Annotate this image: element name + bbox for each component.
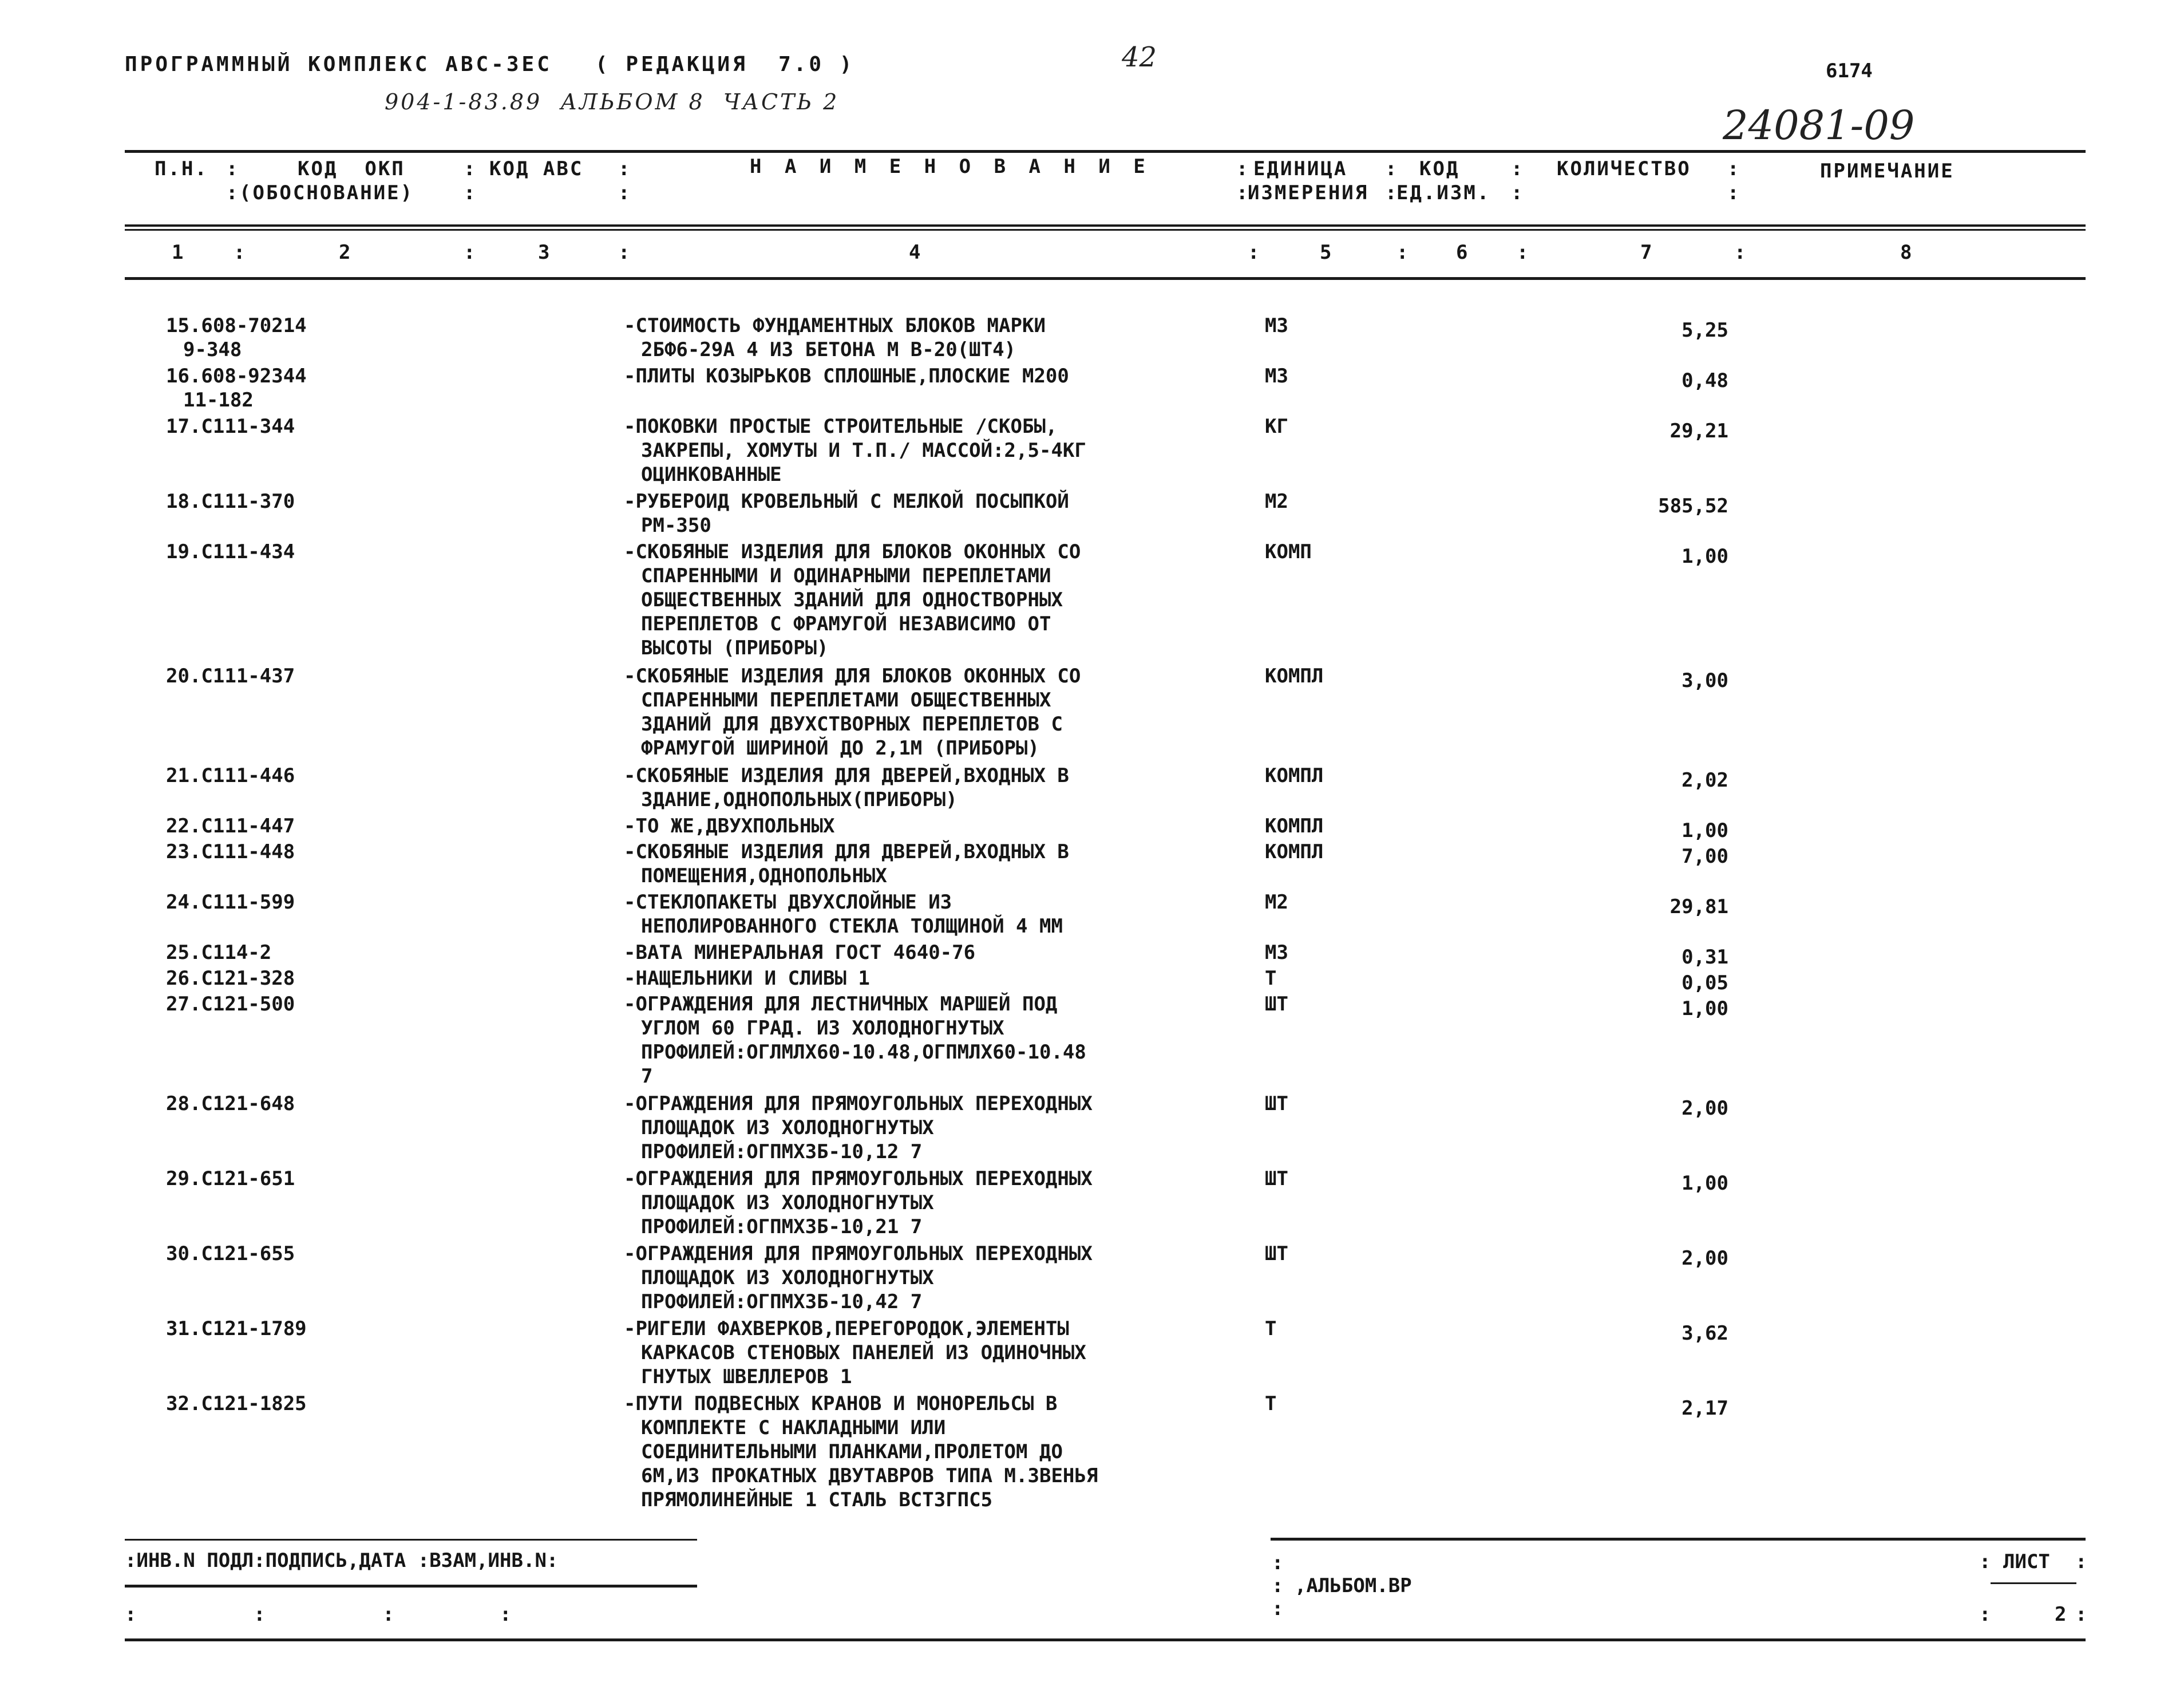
row-unit: ШТ bbox=[1265, 1167, 1288, 1190]
row-name-line: ЗАКРЕПЫ, ХОМУТЫ И Т.П./ МАССОЙ:2,5-4КГ bbox=[641, 439, 1086, 462]
header-rule bbox=[125, 224, 2086, 227]
row-code bbox=[166, 814, 624, 838]
row-name-line: СПАРЕННЫМИ И ОДИНАРНЫМИ ПЕРЕПЛЕТАМИ bbox=[641, 564, 1051, 587]
row-quantity: 29,81 bbox=[1669, 895, 1728, 918]
row-name-line: -РУБЕРОИД КРОВЕЛЬНЫЙ С МЕЛКОЙ ПОСЫПКОЙ bbox=[624, 490, 1069, 513]
row-name-line: ЗДАНИЕ,ОДНОПОЛЬНЫХ(ПРИБОРЫ) bbox=[641, 788, 958, 811]
col-sep: : bbox=[1727, 181, 1741, 204]
row-name-line: НЕПОЛИРОВАННОГО СТЕКЛА ТОЛЩИНОЙ 4 ММ bbox=[641, 915, 1063, 938]
row-code-line: 26.С121-328 bbox=[166, 967, 295, 990]
col-sep: : bbox=[1385, 181, 1399, 204]
col-sep: : bbox=[1236, 181, 1250, 204]
row-quantity: 3,00 bbox=[1681, 669, 1728, 692]
row-name bbox=[624, 840, 1253, 888]
row-code-line: 24.С111-599 bbox=[166, 891, 295, 914]
row-name-line: -ОГРАЖДЕНИЯ ДЛЯ ПРЯМОУГОЛЬНЫХ ПЕРЕХОДНЫХ bbox=[624, 1092, 1093, 1115]
col-sep: : bbox=[1511, 181, 1525, 204]
row-name-line: -РИГЕЛИ ФАХВЕРКОВ,ПЕРЕГОРОДОК,ЭЛЕМЕНТЫ bbox=[624, 1317, 1069, 1340]
row-name-line: -СКОБЯНЫЕ ИЗДЕЛИЯ ДЛЯ БЛОКОВ ОКОННЫХ СО bbox=[624, 540, 1081, 563]
col-number-2: 2 bbox=[339, 241, 353, 264]
row-unit: ШТ bbox=[1265, 1242, 1288, 1265]
col-number-3: 3 bbox=[538, 241, 552, 264]
row-name-line: -ТО ЖЕ,ДВУХПОЛЬНЫХ bbox=[624, 815, 835, 838]
page-number: 42 bbox=[1122, 41, 1157, 73]
row-quantity: 3,62 bbox=[1681, 1322, 1728, 1345]
row-name-line: ЗДАНИЙ ДЛЯ ДВУХСТВОРНЫХ ПЕРЕПЛЕТОВ С bbox=[641, 713, 1063, 736]
row-unit: Т bbox=[1265, 1392, 1277, 1415]
col-header-note: ПРИМЕЧАНИЕ bbox=[1820, 160, 1954, 183]
col-sep: : bbox=[1511, 157, 1525, 180]
program-title: ПРОГРАММНЫЙ КОМПЛЕКС АВС-3ЕС bbox=[125, 53, 552, 76]
col-number-4: 4 bbox=[909, 241, 923, 264]
row-name-line: УГЛОМ 60 ГРАД. ИЗ ХОЛОДНОГНУТЫХ bbox=[641, 1017, 1004, 1040]
col-number-8: 8 bbox=[1900, 241, 1914, 264]
row-name-line: -СТОИМОСТЬ ФУНДАМЕНТНЫХ БЛОКОВ МАРКИ bbox=[624, 314, 1046, 337]
row-unit: КОМПЛ bbox=[1265, 665, 1324, 688]
sheet-code: 6174 bbox=[1826, 60, 1873, 82]
row-name-line: ПРОФИЛЕЙ:ОГПМХ3Б-10,21 7 bbox=[641, 1215, 923, 1238]
row-name-line: ФРАМУГОЙ ШИРИНОЙ ДО 2,1М (ПРИБОРЫ) bbox=[641, 737, 1039, 760]
row-code-line: 20.С111-437 bbox=[166, 665, 295, 688]
row-code bbox=[166, 890, 624, 914]
col-sep: : bbox=[1979, 1550, 1991, 1573]
row-name-line: ПРОФИЛЕЙ:ОГЛМЛХ60-10.48,ОГПМЛХ60-10.48 bbox=[641, 1041, 1086, 1064]
col-sep: : bbox=[464, 157, 477, 180]
col-header-unitcode: КОД bbox=[1419, 157, 1460, 180]
row-code-line: 29.С121-651 bbox=[166, 1167, 295, 1190]
row-name bbox=[624, 1092, 1253, 1164]
col-number-6: 6 bbox=[1456, 241, 1470, 264]
row-code bbox=[166, 1242, 624, 1266]
row-name bbox=[624, 890, 1253, 938]
row-unit: М2 bbox=[1265, 891, 1288, 914]
col-sep: : bbox=[1272, 1551, 1284, 1574]
row-code bbox=[166, 941, 624, 965]
row-name-line: ПЛОЩАДОК ИЗ ХОЛОДНОГНУТЫХ bbox=[641, 1116, 934, 1139]
row-quantity: 1,00 bbox=[1681, 997, 1728, 1020]
row-unit: КГ bbox=[1265, 415, 1288, 438]
col-sep: : bbox=[464, 241, 477, 264]
row-code bbox=[166, 992, 624, 1016]
row-code-line: 22.С111-447 bbox=[166, 815, 295, 838]
row-name bbox=[624, 1167, 1253, 1239]
row-code-line: 31.С121-1789 bbox=[166, 1317, 307, 1340]
row-code bbox=[166, 414, 624, 439]
col-number-7: 7 bbox=[1640, 241, 1654, 264]
row-name-line: КОМПЛЕКТЕ С НАКЛАДНЫМИ ИЛИ bbox=[641, 1416, 946, 1439]
row-unit: М3 bbox=[1265, 941, 1288, 964]
row-quantity: 1,00 bbox=[1681, 1172, 1728, 1195]
row-quantity: 1,00 bbox=[1681, 545, 1728, 568]
row-quantity: 7,00 bbox=[1681, 845, 1728, 868]
row-name-line: -ОГРАЖДЕНИЯ ДЛЯ ПРЯМОУГОЛЬНЫХ ПЕРЕХОДНЫХ bbox=[624, 1167, 1093, 1190]
col-sep: : bbox=[1272, 1597, 1284, 1620]
row-name-line: -СКОБЯНЫЕ ИЗДЕЛИЯ ДЛЯ БЛОКОВ ОКОННЫХ СО bbox=[624, 665, 1081, 688]
row-name-line: КАРКАСОВ СТЕНОВЫХ ПАНЕЛЕЙ ИЗ ОДИНОЧНЫХ bbox=[641, 1341, 1086, 1364]
table-top-rule bbox=[125, 150, 2086, 153]
row-quantity: 0,31 bbox=[1681, 946, 1728, 969]
col-number-5: 5 bbox=[1320, 241, 1334, 264]
row-quantity: 5,25 bbox=[1681, 319, 1728, 342]
col-sep: : bbox=[226, 157, 240, 180]
row-unit: КОМПЛ bbox=[1265, 764, 1324, 787]
row-name-line: -СКОБЯНЫЕ ИЗДЕЛИЯ ДЛЯ ДВЕРЕЙ,ВХОДНЫХ В bbox=[624, 764, 1069, 787]
col-header-okp: КОД ОКП bbox=[298, 157, 405, 180]
row-unit: Т bbox=[1265, 967, 1277, 990]
row-code bbox=[166, 364, 624, 412]
row-name-line: -ПУТИ ПОДВЕСНЫХ КРАНОВ И МОНОРЕЛЬСЫ В bbox=[624, 1392, 1058, 1415]
row-name bbox=[624, 764, 1253, 812]
footer-inventory-label: :ИНВ.N ПОДЛ:ПОДПИСЬ,ДАТА :ВЗАМ,ИНВ.N: bbox=[125, 1549, 559, 1572]
row-quantity: 29,21 bbox=[1669, 420, 1728, 443]
row-unit: КОМП bbox=[1265, 540, 1312, 563]
col-sep: : bbox=[226, 181, 240, 204]
row-quantity: 2,00 bbox=[1681, 1097, 1728, 1120]
row-name bbox=[624, 314, 1253, 362]
row-code bbox=[166, 489, 624, 514]
row-code bbox=[166, 1167, 624, 1191]
row-quantity: 0,48 bbox=[1681, 369, 1728, 392]
row-quantity: 2,17 bbox=[1681, 1397, 1728, 1420]
col-sep: : bbox=[234, 241, 247, 264]
row-name bbox=[624, 941, 1253, 965]
row-code-line: 16.608-92344 bbox=[166, 365, 307, 388]
row-name bbox=[624, 540, 1253, 660]
col-number-1: 1 bbox=[172, 241, 185, 264]
row-code-line: 27.С121-500 bbox=[166, 993, 295, 1016]
row-code bbox=[166, 1317, 624, 1341]
row-name bbox=[624, 814, 1253, 838]
col-sep: : bbox=[1396, 241, 1410, 264]
row-name-line: 2БФ6-29А 4 ИЗ БЕТОНА М В-20(ШТ4) bbox=[641, 338, 1016, 361]
row-name bbox=[624, 489, 1253, 538]
row-quantity: 1,00 bbox=[1681, 819, 1728, 842]
row-code bbox=[166, 664, 624, 688]
row-name-line: ПРЯМОЛИНЕЙНЫЕ 1 СТАЛЬ ВСТ3ГПС5 bbox=[641, 1488, 993, 1511]
row-name-line: 6М,ИЗ ПРОКАТНЫХ ДВУТАВРОВ ТИПА М.ЗВЕНЬЯ bbox=[641, 1464, 1098, 1487]
row-name-line: ПРОФИЛЕЙ:ОГПМХ3Б-10,42 7 bbox=[641, 1290, 923, 1313]
row-name-line: -ПЛИТЫ КОЗЫРЬКОВ СПЛОШНЫЕ,ПЛОСКИЕ М200 bbox=[624, 365, 1069, 388]
row-name bbox=[624, 966, 1253, 990]
row-name-line: ПЛОЩАДОК ИЗ ХОЛОДНОГНУТЫХ bbox=[641, 1266, 934, 1289]
row-code-line: 15.608-70214 bbox=[166, 314, 307, 337]
col-sep: : bbox=[618, 181, 632, 204]
row-name-line: СПАРЕННЫМИ ПЕРЕПЛЕТАМИ ОБЩЕСТВЕННЫХ bbox=[641, 689, 1051, 712]
numbers-rule bbox=[125, 277, 2086, 280]
row-name bbox=[624, 1317, 1253, 1389]
footer-rule-right bbox=[1271, 1538, 2086, 1541]
footer-sheet-label: ЛИСТ bbox=[2003, 1550, 2050, 1573]
row-code-line: 11-182 bbox=[183, 389, 254, 412]
col-header-abc: КОД АВС bbox=[489, 157, 584, 180]
row-name-line: -НАЩЕЛЬНИКИ И СЛИВЫ 1 bbox=[624, 967, 870, 990]
row-code-line: 9-348 bbox=[183, 338, 242, 361]
row-name bbox=[624, 664, 1253, 760]
row-name-line: 7 bbox=[641, 1065, 653, 1088]
handwritten-stamp: 24081-09 bbox=[1723, 102, 1915, 149]
row-code-line: 28.С121-648 bbox=[166, 1092, 295, 1115]
row-code-line: 21.С111-446 bbox=[166, 764, 295, 787]
row-name bbox=[624, 1392, 1253, 1512]
row-quantity: 585,52 bbox=[1658, 495, 1728, 518]
col-sep: : bbox=[618, 241, 632, 264]
row-name-line: РМ-350 bbox=[641, 514, 711, 537]
row-name-line: -ОГРАЖДЕНИЯ ДЛЯ ПРЯМОУГОЛЬНЫХ ПЕРЕХОДНЫХ bbox=[624, 1242, 1093, 1265]
col-sep: : bbox=[2075, 1603, 2087, 1626]
sheet-box-rule bbox=[1991, 1582, 2076, 1584]
row-unit: М3 bbox=[1265, 365, 1288, 388]
footer-album: ,АЛЬБОМ.ВР bbox=[1295, 1574, 1412, 1597]
col-sep: : bbox=[1236, 157, 1250, 180]
col-header-pn: П.Н. bbox=[155, 157, 208, 180]
row-unit: Т bbox=[1265, 1317, 1277, 1340]
col-sep: : bbox=[1517, 241, 1530, 264]
row-name-line: -СКОБЯНЫЕ ИЗДЕЛИЯ ДЛЯ ДВЕРЕЙ,ВХОДНЫХ В bbox=[624, 840, 1069, 863]
col-sep: : bbox=[618, 157, 632, 180]
row-name-line: ПЛОЩАДОК ИЗ ХОЛОДНОГНУТЫХ bbox=[641, 1191, 934, 1214]
row-code bbox=[166, 966, 624, 990]
row-unit: ШТ bbox=[1265, 993, 1288, 1016]
col-sep: : bbox=[1248, 241, 1261, 264]
row-code bbox=[166, 314, 624, 362]
table-bottom-rule bbox=[125, 1638, 2086, 1641]
row-name bbox=[624, 1242, 1253, 1314]
row-quantity: 0,05 bbox=[1681, 972, 1728, 994]
col-header-name: Н А И М Е Н О В А Н И Е bbox=[750, 155, 1151, 178]
row-quantity: 2,00 bbox=[1681, 1247, 1728, 1270]
row-name bbox=[624, 414, 1253, 487]
row-code-line: 32.С121-1825 bbox=[166, 1392, 307, 1415]
row-name bbox=[624, 992, 1253, 1088]
row-name-line: -ПОКОВКИ ПРОСТЫЕ СТРОИТЕЛЬНЫЕ /СКОБЫ, bbox=[624, 415, 1058, 438]
footer-sheet-number: 2 bbox=[2055, 1603, 2067, 1626]
handwritten-reference: 904-1-83.89 АЛЬБОМ 8 ЧАСТЬ 2 bbox=[385, 89, 840, 114]
row-unit: КОМПЛ bbox=[1265, 840, 1324, 863]
row-code bbox=[166, 540, 624, 564]
row-code-line: 23.С111-448 bbox=[166, 840, 295, 863]
row-name-line: ОЦИНКОВАННЫЕ bbox=[641, 463, 782, 486]
row-unit: М2 bbox=[1265, 490, 1288, 513]
row-code bbox=[166, 840, 624, 864]
row-name-line: ПЕРЕПЛЕТОВ С ФРАМУГОЙ НЕЗАВИСИМО ОТ bbox=[641, 613, 1051, 635]
row-code bbox=[166, 1092, 624, 1116]
row-code bbox=[166, 764, 624, 788]
col-header-unit: ЕДИНИЦА bbox=[1253, 157, 1348, 180]
row-name-line: -ОГРАЖДЕНИЯ ДЛЯ ЛЕСТНИЧНЫХ МАРШЕЙ ПОД bbox=[624, 993, 1058, 1016]
row-quantity: 2,02 bbox=[1681, 769, 1728, 792]
row-name-line: ОБЩЕСТВЕННЫХ ЗДАНИЙ ДЛЯ ОДНОСТВОРНЫХ bbox=[641, 589, 1063, 611]
row-code bbox=[166, 1392, 624, 1416]
footer-rule-mid bbox=[125, 1585, 697, 1588]
row-name-line: ВЫСОТЫ (ПРИБОРЫ) bbox=[641, 637, 829, 660]
col-sep: : bbox=[1979, 1603, 1991, 1626]
row-unit: ШТ bbox=[1265, 1092, 1288, 1115]
row-name-line: ПРОФИЛЕЙ:ОГПМХ3Б-10,12 7 bbox=[641, 1140, 923, 1163]
row-name-line: СОЕДИНИТЕЛЬНЫМИ ПЛАНКАМИ,ПРОЛЕТОМ ДО bbox=[641, 1440, 1063, 1463]
col-header-okp-basis: (ОБОСНОВАНИЕ) bbox=[239, 181, 414, 204]
row-code-line: 17.С111-344 bbox=[166, 415, 295, 438]
edition-label: ( РЕДАКЦИЯ 7.0 ) bbox=[595, 53, 855, 76]
col-sep: : bbox=[2075, 1550, 2087, 1573]
row-code-line: 18.С111-370 bbox=[166, 490, 295, 513]
footer-inventory-cells: : : : : bbox=[125, 1603, 512, 1626]
row-name bbox=[624, 364, 1253, 388]
row-unit: КОМПЛ bbox=[1265, 815, 1324, 838]
col-sep: : bbox=[464, 181, 477, 204]
col-sep: : bbox=[1272, 1574, 1284, 1597]
row-code-line: 25.С114-2 bbox=[166, 941, 272, 964]
row-name-line: -ВАТА МИНЕРАЛЬНАЯ ГОСТ 4640-76 bbox=[624, 941, 976, 964]
col-header-unit-measure: ИЗМЕРЕНИЯ bbox=[1248, 181, 1369, 204]
col-sep: : bbox=[1727, 157, 1741, 180]
row-code-line: 19.С111-434 bbox=[166, 540, 295, 563]
col-header-qty: КОЛИЧЕСТВО bbox=[1557, 157, 1691, 180]
row-name-line: -СТЕКЛОПАКЕТЫ ДВУХСЛОЙНЫЕ ИЗ bbox=[624, 891, 952, 914]
row-code-line: 30.С121-655 bbox=[166, 1242, 295, 1265]
header-rule-double bbox=[125, 229, 2086, 231]
row-name-line: ГНУТЫХ ШВЕЛЛЕРОВ 1 bbox=[641, 1365, 852, 1388]
row-unit: М3 bbox=[1265, 314, 1288, 337]
col-sep: : bbox=[1385, 157, 1399, 180]
col-sep: : bbox=[1734, 241, 1748, 264]
row-name-line: ПОМЕЩЕНИЯ,ОДНОПОЛЬНЫХ bbox=[641, 864, 887, 887]
col-header-unitcode-abbr: ЕД.ИЗМ. bbox=[1396, 181, 1491, 204]
footer-rule-left bbox=[125, 1539, 697, 1541]
